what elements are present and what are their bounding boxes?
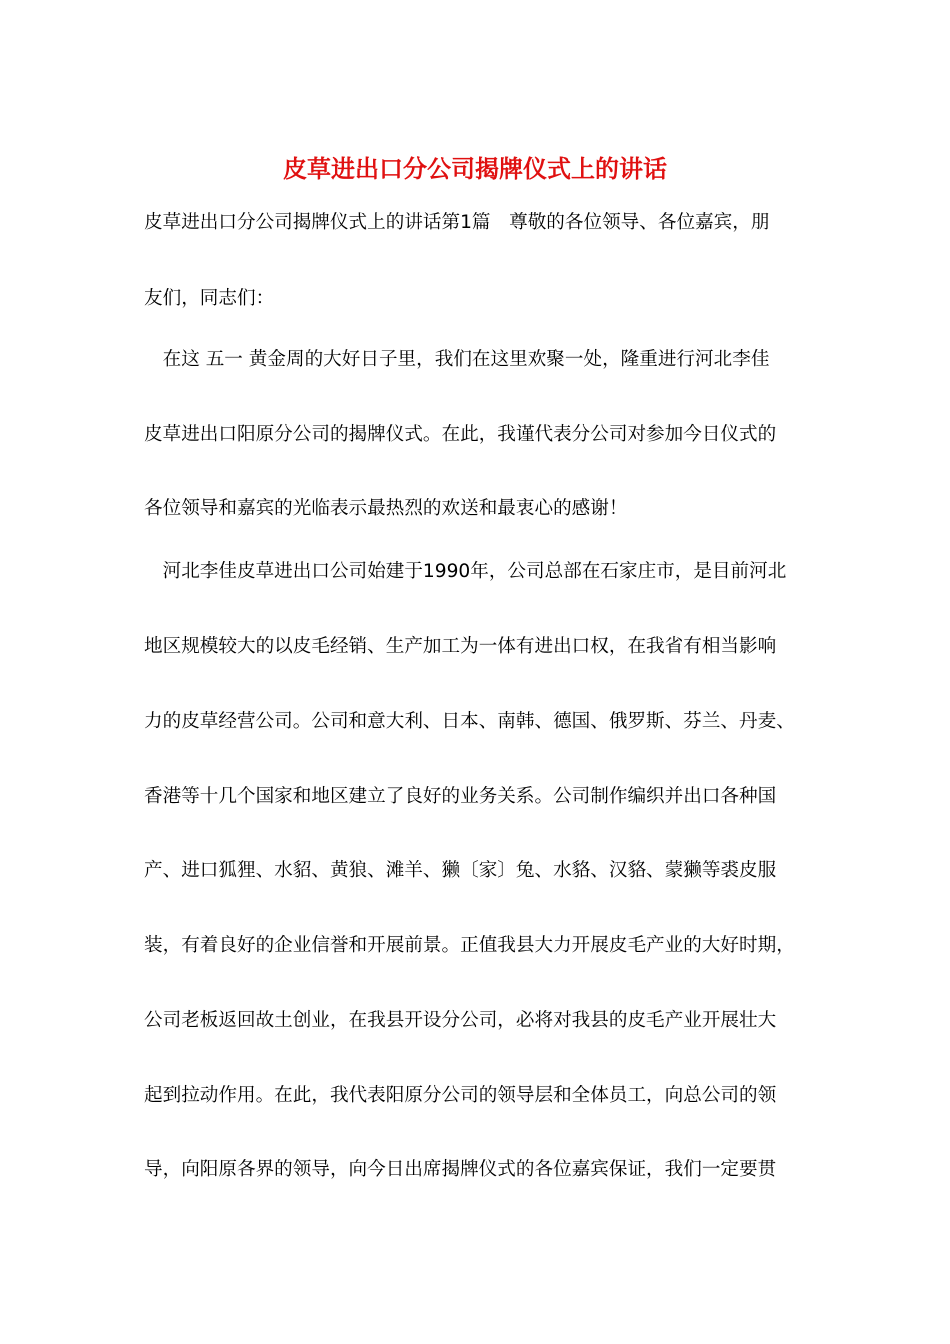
document-title: 皮草进出口分公司揭牌仪式上的讲话 xyxy=(283,154,667,183)
body-line: 各位领导和嘉宾的光临表示最热烈的欢送和最衷心的感谢！ xyxy=(144,498,628,519)
body-line: 河北李佳皮草进出口公司始建于1990年，公司总部在石家庄市，是目前河北 xyxy=(144,561,787,582)
body-line: 力的皮草经营公司。公司和意大利、日本、南韩、德国、俄罗斯、芬兰、丹麦、 xyxy=(144,711,795,732)
body-line: 在这 五一 黄金周的大好日子里，我们在这里欢聚一处，隆重进行河北李佳 xyxy=(144,349,770,370)
body-line: 起到拉动作用。在此，我代表阳原分公司的领导层和全体员工，向总公司的领 xyxy=(144,1085,777,1106)
body-line: 公司老板返回故土创业，在我县开设分公司，必将对我县的皮毛产业开展壮大 xyxy=(144,1010,777,1031)
body-line: 产、进口狐狸、水貂、黄狼、滩羊、獭〔家〕兔、水貉、汉貉、蒙獭等裘皮服 xyxy=(144,860,777,881)
body-line: 友们，同志们： xyxy=(144,288,275,309)
body-line: 皮草进出口分公司揭牌仪式上的讲话第1篇 尊敬的各位领导、各位嘉宾，朋 xyxy=(144,212,770,233)
body-line: 导，向阳原各界的领导，向今日出席揭牌仪式的各位嘉宾保证，我们一定要贯 xyxy=(144,1159,777,1180)
body-line: 皮草进出口阳原分公司的揭牌仪式。在此，我谨代表分公司对参加今日仪式的 xyxy=(144,424,777,445)
body-line: 装，有着良好的企业信誉和开展前景。正值我县大力开展皮毛产业的大好时期， xyxy=(144,935,795,956)
body-line: 香港等十几个国家和地区建立了良好的业务关系。公司制作编织并出口各种国 xyxy=(144,786,777,807)
body-line: 地区规模较大的以皮毛经销、生产加工为一体有进出口权，在我省有相当影响 xyxy=(144,636,777,657)
